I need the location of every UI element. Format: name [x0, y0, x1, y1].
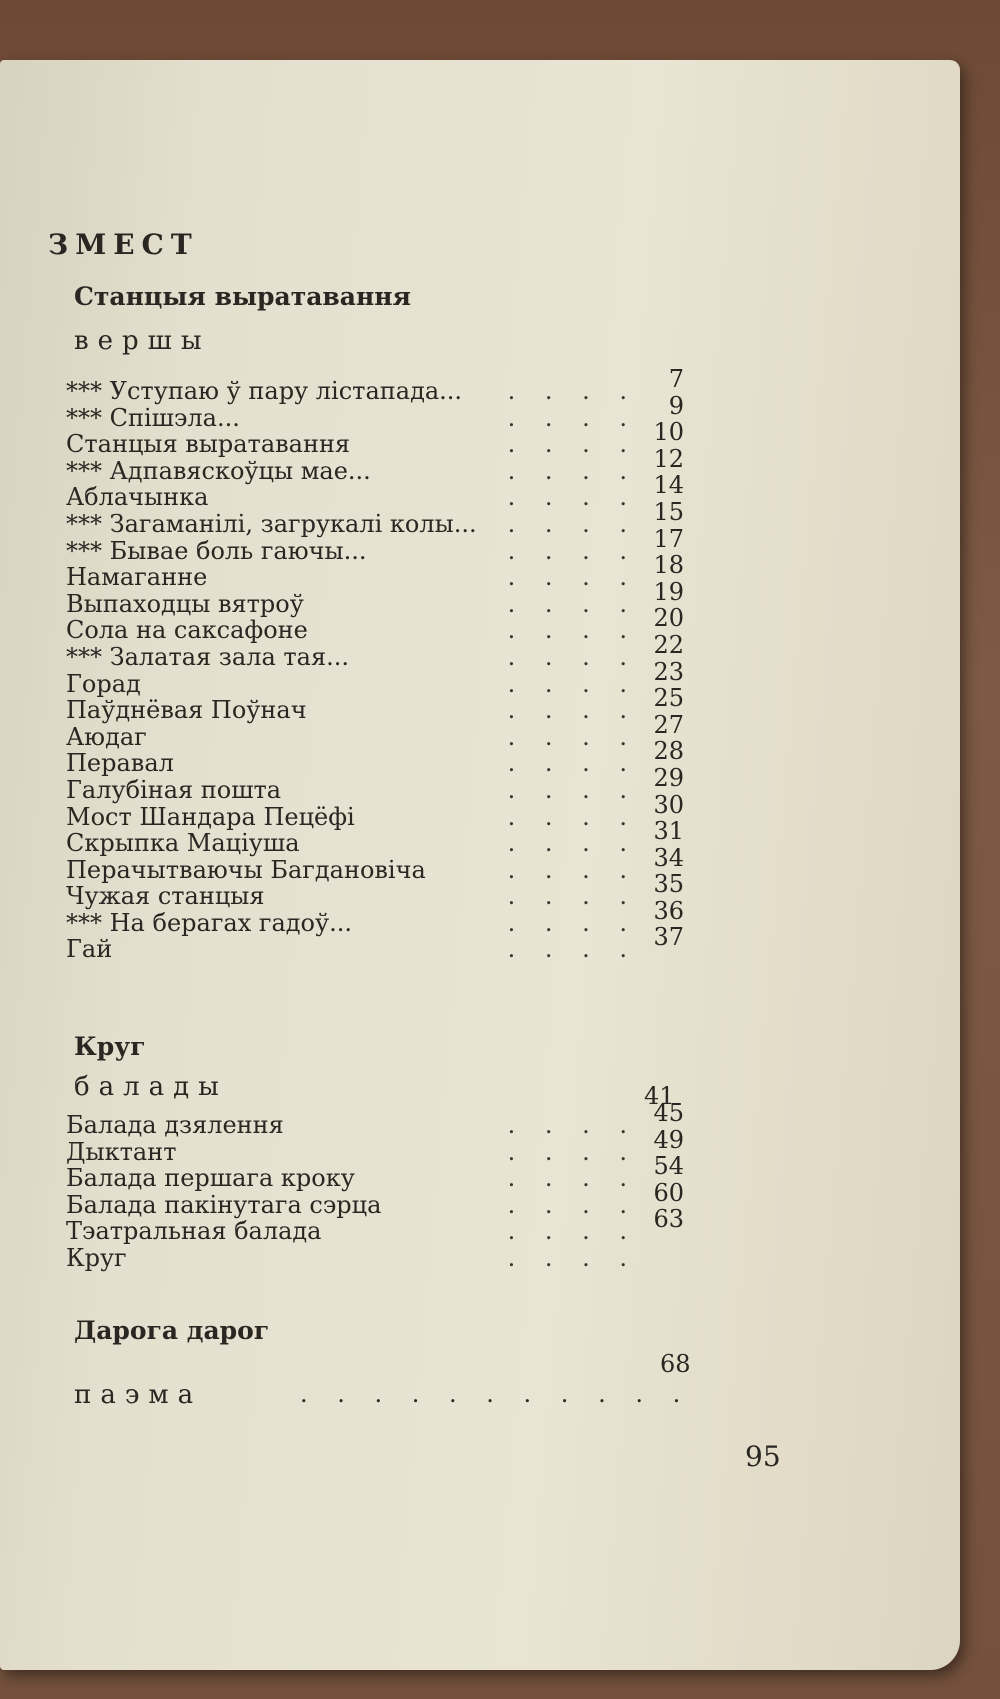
page-number: 95 [745, 1440, 781, 1473]
toc-entry-page: 30 [653, 790, 684, 819]
toc-list-1 [66, 365, 684, 964]
toc-entry-title: Круг [66, 1243, 127, 1272]
toc-entry-title: Намаганне [66, 563, 208, 592]
toc-leader-dots: . . . . [507, 908, 638, 937]
toc-entry-title: *** Залатая зала тая... [66, 642, 349, 671]
toc-entry-title: Аюдаг [66, 722, 147, 751]
toc-entry-title: Станцыя выратавання [66, 430, 351, 459]
toc-entry-title: *** Бывае боль гаючы... [66, 536, 367, 565]
toc-entry-page: 9 [668, 391, 684, 420]
toc-entry-title: Горад [66, 669, 141, 698]
toc-entry [66, 923, 684, 964]
toc-entry-title: Галубіная пошта [66, 775, 282, 804]
toc-entry [66, 365, 684, 405]
toc-entry-title: Чужая станцыя [66, 882, 265, 911]
toc-leader-dots: . . . . [507, 935, 638, 964]
book-page [0, 60, 960, 1670]
toc-leader-dots: . . . . [507, 1137, 638, 1166]
toc-entry-title: Тэатральная балада [66, 1217, 322, 1246]
toc-entry-title: Скрыпка Маціуша [66, 829, 300, 858]
toc-dots-3: . . . . . . . . . . . [300, 1380, 692, 1408]
section-subtitle-3: паэма [74, 1380, 203, 1410]
toc-entry [66, 1099, 684, 1139]
toc-leader-dots: . . . . [507, 1164, 638, 1193]
section-subtitle-1: вершы [74, 326, 211, 356]
section-title-3: Дарога дарог [74, 1316, 270, 1345]
toc-leader-dots: . . . . [507, 855, 638, 884]
section-title-1: Станцыя выратавання [74, 282, 412, 311]
toc-entry-title: Балада дзялення [66, 1111, 284, 1139]
toc-entry [66, 790, 684, 831]
toc-page-3: 68 [660, 1350, 691, 1378]
toc-leader-dots: . . . . [507, 669, 638, 698]
toc-entry-page: 36 [653, 896, 684, 925]
toc-entry-title: Выпаходцы вятроў [66, 589, 304, 618]
toc-leader-dots: . . . . [507, 882, 638, 911]
toc-entry-title: Перачытваючы Багдановіча [66, 855, 426, 884]
toc-entry-page: 49 [653, 1125, 684, 1154]
toc-entry-page: 25 [653, 684, 684, 713]
toc-entry [66, 1245, 684, 1272]
toc-entry-title: Балада першага кроку [66, 1164, 355, 1193]
toc-entry-page: 45 [653, 1099, 684, 1127]
toc-entry [66, 657, 684, 698]
toc-entry-page: 7 [668, 365, 684, 393]
toc-entry-title: *** Уступаю ў пару лістапада... [66, 377, 463, 405]
toc-entry-page: 17 [653, 524, 684, 553]
toc-entry-page: 15 [653, 497, 684, 526]
toc-entry-title: Гай [66, 935, 113, 964]
toc-leader-dots: . . . . [507, 749, 638, 778]
toc-entry-page: 18 [653, 551, 684, 580]
toc-entry-page: 23 [653, 657, 684, 686]
toc-leader-dots: . . . . [507, 775, 638, 804]
toc-entry [66, 524, 684, 565]
toc-leader-dots: . . . . [507, 1243, 638, 1272]
toc-entry-title: *** Спішэла... [66, 403, 240, 432]
toc-leader-dots: . . . . [507, 483, 638, 512]
toc-entry-page: 28 [653, 737, 684, 766]
toc-leader-dots: . . . . [507, 722, 638, 751]
toc-leader-dots: . . . . [507, 696, 638, 725]
toc-leader-dots: . . . . [507, 802, 638, 831]
toc-leader-dots: . . . . [507, 1217, 638, 1246]
toc-entry-page: 60 [653, 1178, 684, 1207]
section-title-2: Круг [74, 1032, 146, 1061]
toc-entry-title: Паўднёвая Поўнач [66, 696, 307, 725]
section-subtitle-2: балады [74, 1072, 228, 1102]
toc-entry-page: 37 [653, 923, 684, 952]
toc-entry-page: 34 [653, 843, 684, 872]
page-title: ЗМЕСТ [48, 228, 199, 261]
toc-entry-page: 22 [653, 630, 684, 659]
toc-leader-dots: . . . . [507, 589, 638, 618]
toc-entry-title: Балада пакінутага сэрца [66, 1190, 382, 1219]
toc-leader-dots: . . . . [507, 1190, 638, 1219]
toc-leader-dots: . . . . [507, 536, 638, 565]
toc-entry-page: 20 [653, 604, 684, 633]
toc-list-2 [66, 1099, 684, 1272]
toc-entry-title: Мост Шандара Пецёфі [66, 802, 355, 831]
toc-leader-dots: . . . . [507, 642, 638, 671]
toc-entry-page: 12 [653, 444, 684, 473]
toc-entry-page: 19 [653, 577, 684, 606]
toc-entry-page: 14 [653, 471, 684, 500]
toc-entry-title: Перавал [66, 749, 174, 778]
toc-entry-title: Сола на саксафоне [66, 616, 308, 645]
toc-entry-title: Дыктант [66, 1137, 177, 1166]
toc-entry [66, 1205, 684, 1246]
toc-entry-title: *** Загаманілі, загрукалі колы... [66, 509, 477, 538]
toc-leader-dots: . . . . [507, 563, 638, 592]
toc-leader-dots: . . . . [507, 430, 638, 459]
toc-leader-dots: . . . . [507, 456, 638, 485]
toc-entry-page: 29 [653, 763, 684, 792]
toc-entry-title: Аблачынка [66, 483, 209, 512]
toc-lead-page-2: 41 [644, 1082, 675, 1110]
toc-leader-dots: . . . . [507, 1111, 638, 1139]
toc-entry-page: 27 [653, 710, 684, 739]
toc-entry-title: *** Адпавяскоўцы мае... [66, 456, 371, 485]
toc-entry-page: 54 [653, 1152, 684, 1181]
toc-entry-page: 63 [653, 1205, 684, 1234]
toc-entry-page: 10 [653, 418, 684, 447]
toc-leader-dots: . . . . [507, 377, 638, 405]
toc-leader-dots: . . . . [507, 403, 638, 432]
toc-entry-title: *** На берагах гадоў... [66, 908, 352, 937]
toc-entry-page: 31 [653, 817, 684, 846]
toc-leader-dots: . . . . [507, 509, 638, 538]
toc-leader-dots: . . . . [507, 829, 638, 858]
toc-leader-dots: . . . . [507, 616, 638, 645]
toc-entry-page: 35 [653, 870, 684, 899]
